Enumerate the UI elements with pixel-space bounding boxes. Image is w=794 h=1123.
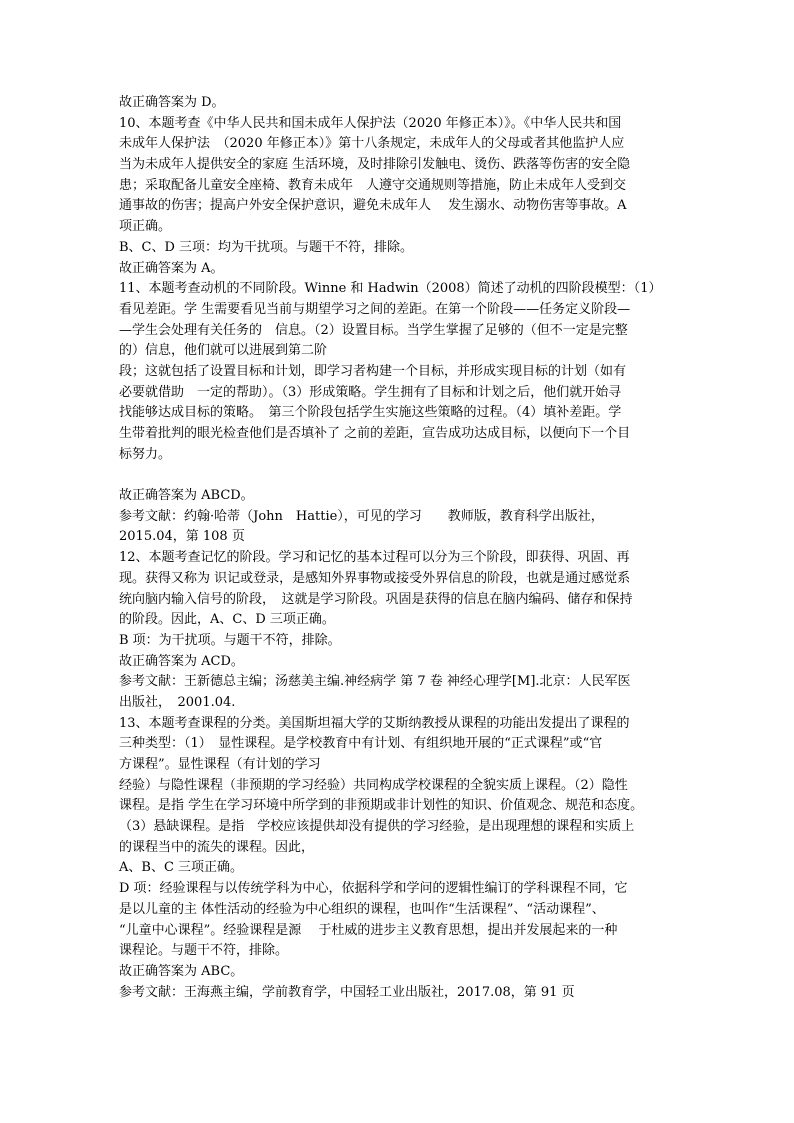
text-line: （3）悬缺课程。是指 学校应该提供却没有提供的学习经验，是出现理想的课程和实质上 [119,819,635,835]
text-line: 生带着批判的眼光检查他们是否填补了 之前的差距，宣告成功达成目标，以便向下一个目 [119,426,631,441]
text-line: 未成年人保护法 （2020 年修正本）》第十八条规定，未成年人的父母或者其他监护人应 [119,136,625,152]
text-line: “儿童中心课程”。经验课程是源 于杜威的进步主义教育思想，提出并发展起来的一种 [119,922,618,938]
text-line: 故正确答案为 ACD。 [119,653,244,669]
text-line: 课程论。与题干不符，排除。 [119,943,289,959]
text-line: 13、本题考查课程的分类。美国斯坦福大学的艾斯纳教授从课程的功能出发提出了课程的 [119,715,630,731]
document-body [119,93,679,1003]
text-line: 参考文献：王新德总主编；汤慈美主编.神经病学 第 7 卷 神经心理学[M].北京：人民军医 [119,674,631,690]
text-line: 课程。是指 学生在学习环境中所学到的非预期或非计划性的知识、价值观念、规范和态度。 [119,798,644,814]
text-line: D 项：经验课程与以传统学科为中心，依据科学和学问的逻辑性编订的学科课程不同，它 [119,881,628,897]
text-line: 通事故的伤害；提高户外安全保护意识，避免未成年人 发生溺水、动物伤害等事故。A [119,198,627,214]
text-line: 参考文献：约翰·哈蒂（John Hattie），可见的学习 教师版，教育科学出版社， [119,508,604,524]
text-line: 找能够达成目标的策略。 第三个阶段包括学生实施这些策略的过程。（4）填补差距。学 [119,405,622,421]
text-line: 当为未成年人提供安全的家庭 生活环境，及时排除引发触电、烫伤、跌落等伤害的安全隐 [119,157,631,173]
text-line: 方课程”。显性课程（有计划的学习 [119,757,321,772]
text-line: 的阶段。因此，A、C、D 三项正确。 [119,612,335,628]
text-line: 故正确答案为 D。 [119,95,225,110]
text-line: 统向脑内输入信号的阶段， 这就是学习阶段。巩固是获得的信息在脑内编码、储存和保持 [119,591,633,607]
text-line: 11、本题考查动机的不同阶段。Winne 和 Hadwin（2008）简述了动机的四阶段模型：（1） [119,281,662,297]
text-line: 故正确答案为 ABC。 [119,963,244,979]
text-line: A、B、C 三项正确。 [119,860,244,876]
text-line: 是以儿童的主 体性活动的经验为中心组织的课程，也叫作“生活课程”、“活动课程”、 [119,901,605,917]
text-line: —学生会处理有关任务的 信息。（2）设置目标。当学生掌握了足够的（但不一定是完整 [119,322,628,338]
text-line: 看见差距。学 生需要看见当前与期望学习之间的差距。在第一个阶段——任务定义阶段— [119,301,631,317]
text-line: 10、本题考查《中华人民共和国未成年人保护法（2020 年修正本）》。《中华人民共和国 [119,115,622,131]
text-line: 现。获得又称为 识记或登录，是感知外界事物或接受外界信息的阶段，也就是通过感觉系 [119,570,631,586]
text-line: B 项：为干扰项。与题干不符，排除。 [119,632,341,648]
text-line: 的课程当中的流失的课程。因此， [119,839,315,855]
text-line: 故正确答案为 A。 [119,260,224,276]
text-line: 患；采取配备儿童安全座椅、教育未成年 人遵守交通规则等措施，防止未成年人受到交 [119,177,627,193]
text-line: 标努力。 [119,446,172,462]
text-line: 三种类型：（1） 显性课程。是学校教育中有计划、有组织地开展的“正式课程”或“官 [119,736,603,752]
text-line: 2015.04，第 108 页 [119,529,245,545]
text-line: 段；这就包括了设置目标和计划，即学习者构建一个目标，并形成实现目标的计划（如有 [119,363,627,379]
text-line: 必要就借助 一定的帮助）。（3）形成策略。学生拥有了目标和计划之后，他们就开始寻 [119,384,622,400]
text-line: 经验）与隐性课程（非预期的学习经验）共同构成学校课程的全貌实质上课程。（2）隐性 [119,777,628,793]
text-line: 故正确答案为 ABCD。 [119,488,254,504]
text-line: B、C、D 三项：均为干扰项。与题干不符，排除。 [119,239,414,255]
text-line: 的）信息，他们就可以进展到第二阶 [119,343,328,359]
text-line: 项正确。 [119,219,172,235]
blank-line [119,465,679,486]
text-line: 出版社， 2001.04. [119,694,236,710]
text-line: 12、本题考查记忆的阶段。学习和记忆的基本过程可以分为三个阶段，即获得、巩固、再 [119,550,630,566]
text-line: 参考文献：王海燕主编，学前教育学，中国轻工业出版社，2017.08，第 91 页 [119,984,575,1000]
